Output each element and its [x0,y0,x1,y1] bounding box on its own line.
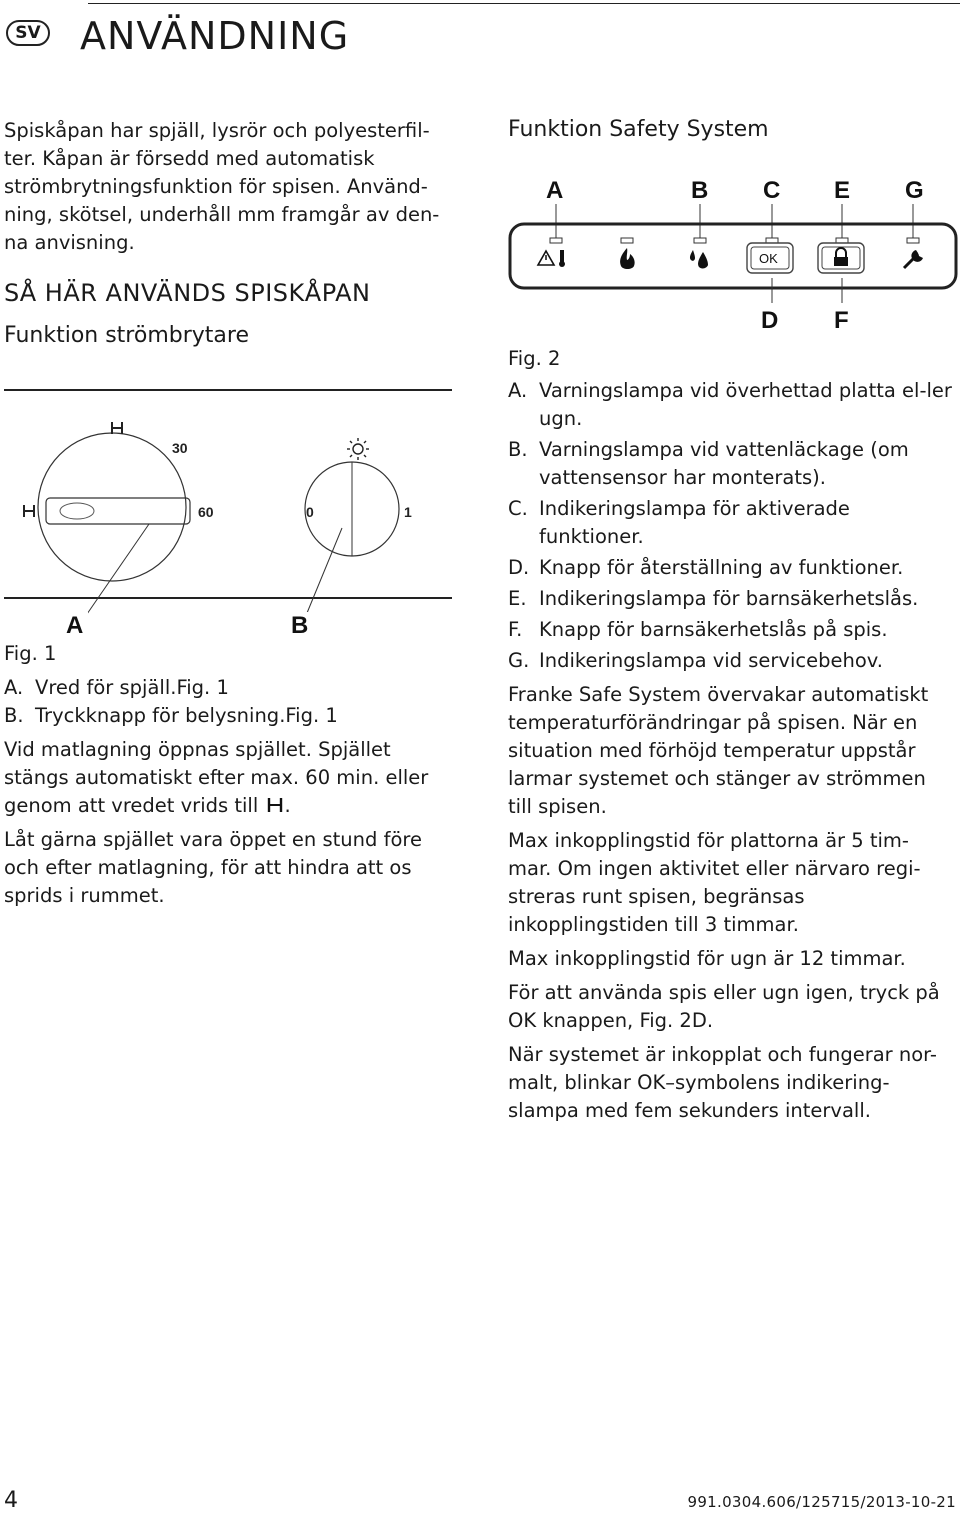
language-badge: SV [6,20,50,46]
legend-item [4,702,454,730]
intro-line: strömbrytningsfunktion för spisen. Använd- [4,175,428,198]
legend-list [4,674,454,730]
page-number: 4 [4,1488,18,1513]
figure-2-safety-panel [508,168,960,338]
text-line: till spisen. [508,795,607,818]
legend-item [508,495,960,551]
document-code: 991.0304.606/125715/2013-10-21 [687,1493,956,1511]
text-line: situation med förhöjd temperatur uppstår [508,739,916,762]
legend-text: Vred för spjäll.Fig. 1 [35,676,229,699]
ok-text: OK [759,251,778,266]
legend-letter: F. [508,618,523,641]
label-b: B [691,177,709,204]
legend-item [4,674,454,702]
sub-heading: Funktion strömbrytare [4,323,249,348]
paragraph-2 [508,827,960,939]
legend-item [508,377,960,433]
text-line: larmar systemet och stänger av strömmen [508,767,926,790]
label-e: E [834,177,851,204]
legend-letter: E. [508,587,527,610]
text-line: OK knappen, Fig. 2D. [508,1009,714,1032]
paragraph-2 [4,826,454,910]
legend-item [508,436,960,492]
legend-letter: B. [4,704,24,727]
legend-text: Varningslampa vid överhettad platta el-ler ugn. [539,379,952,430]
legend-list [508,377,960,675]
lock-icon [818,243,864,273]
paragraph-3: Max inkopplingstid för ugn är 12 timmar. [508,947,906,970]
text-line: streras runt spisen, begränsas [508,885,805,908]
legend-letter: A. [508,379,528,402]
top-rule [88,3,960,4]
tick-0: 0 [306,504,314,520]
legend-letter: A. [4,676,24,699]
paragraph-1 [508,681,960,821]
intro-line: ter. Kåpan är försedd med automatisk [4,147,375,170]
text-line: För att använda spis eller ugn igen, tryck på [508,981,940,1004]
damper-closed-icon [24,505,34,517]
wrench-icon [904,250,923,268]
text-line: stängs automatiskt efter max. 60 min. eller [4,766,429,789]
figure-1-control-panel [4,362,456,644]
text-line: och efter matlagning, för att hindra att os [4,856,412,879]
text-line: sprids i rummet. [4,884,165,907]
light-bulb-icon [347,438,369,460]
label-g: G [905,177,924,204]
legend-text: Knapp för barnsäkerhetslås på spis. [539,618,888,641]
legend-text: Indikeringslampa för barnsäkerhetslås. [539,587,919,610]
legend-text: Indikeringslampa vid servicebehov. [539,649,883,672]
legend-item [508,647,960,675]
ok-button-icon [747,243,793,273]
text-fragment: . [284,794,291,817]
intro-line: na anvisning. [4,231,135,254]
water-drops-icon [690,250,708,268]
paragraph-4 [508,979,960,1035]
legend-text: Tryckknapp för belysning.Fig. 1 [35,704,338,727]
legend-letter: B. [508,438,528,461]
right-text-block [508,345,960,1125]
text-fragment: genom att vredet vrids till [4,794,259,817]
flame-icon [620,248,635,269]
tick-1: 1 [404,504,412,520]
safety-heading: Funktion Safety System [508,117,769,142]
paragraph-1 [4,736,454,820]
tick-30: 30 [172,440,188,456]
legend-letter: G. [508,649,530,672]
damper-open-icon [112,422,122,434]
intro-line: ning, skötsel, underhåll mm framgår av den- [4,203,440,226]
text-line: Vid matlagning öppnas spjället. Spjället [4,738,391,761]
text-line: mar. Om ingen aktivitet eller närvaro regi- [508,857,921,880]
paragraph-5 [508,1041,960,1125]
label-a: A [546,177,564,204]
fig-1-label: Fig. 1 [4,642,57,665]
label-f: F [834,307,849,334]
text-line: Max inkopplingstid för plattorna är 5 tim- [508,829,909,852]
intro-paragraph [4,117,454,257]
legend-text: Indikeringslampa för aktiverade funktioner. [539,497,850,548]
legend-item [508,554,960,582]
legend-letter: D. [508,556,530,579]
intro-line: Spiskåpan har spjäll, lysrör och polyesterfil- [4,119,430,142]
legend-text: Knapp för återställning av funktioner. [539,556,904,579]
label-d: D [761,307,779,334]
label-c: C [763,177,781,204]
section-heading: SÅ HÄR ANVÄNDS SPISKÅPAN [4,279,371,307]
fig-2-label: Fig. 2 [508,347,561,370]
left-column [4,117,454,910]
text-line: temperaturförändringar på spisen. När en [508,711,918,734]
callout-a: A [66,612,84,639]
text-line: inkopplingstiden till 3 timmar. [508,913,799,936]
tick-60: 60 [198,504,214,520]
legend-item [508,616,960,644]
damper-symbol-icon [266,796,284,814]
legend-letter: C. [508,497,528,520]
text-line [4,792,454,820]
text-line: När systemet är inkopplat och fungerar nor- [508,1043,937,1066]
legend-text: Varningslampa vid vattenläckage (om vattensensor har monterats). [539,438,909,489]
page-title: ANVÄNDNING [80,14,350,58]
text-line: Franke Safe System övervakar automatiskt [508,683,929,706]
callout-b: B [291,612,309,639]
text-line: Låt gärna spjället vara öppet en stund före [4,828,422,851]
warning-thermometer-icon [538,250,565,267]
text-line: malt, blinkar OK–symbolens indikering- [508,1071,890,1094]
text-line: slampa med fem sekunders intervall. [508,1099,871,1122]
legend-item [508,585,960,613]
